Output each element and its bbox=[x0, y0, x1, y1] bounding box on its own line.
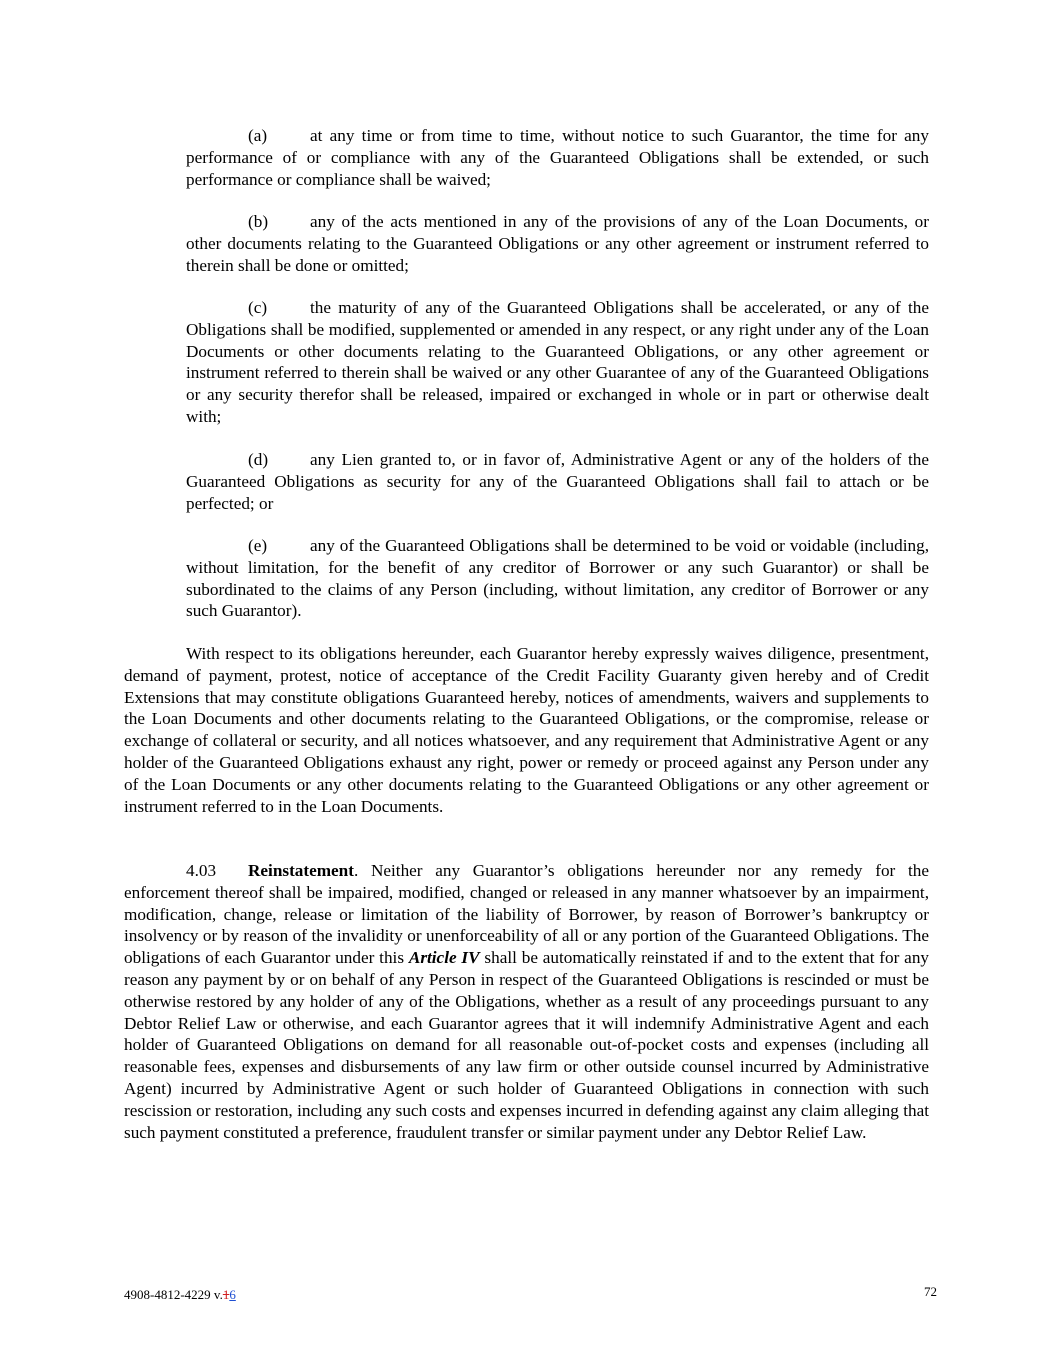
clause-text: any Lien granted to, or in favor of, Administrative Agent or any of the holders of the Guaranteed Obligations as security for any of the Guaranteed Obligations shall fail to attach or be perfected; or bbox=[186, 450, 929, 513]
clause-label: (a) bbox=[248, 126, 268, 145]
clause-c bbox=[186, 297, 929, 428]
clause-text: at any time or from time to time, without notice to such Guarantor, the time for any performance of or compliance with any of the Guaranteed Obligations shall be extended, or such performance or compliance shall be waived; bbox=[186, 126, 929, 189]
version-inserted: 6 bbox=[229, 1287, 236, 1302]
clause-label: (c) bbox=[248, 298, 268, 317]
clause-text: any of the Guaranteed Obligations shall be determined to be void or voidable (including, without limitation, for the benefit of any creditor of Borrower or any such Guarantor) or shall be subordinated to the claims of any Person (including, without limitation, any creditor of Borrower or any such Guarantor). bbox=[186, 536, 929, 621]
page-number: 72 bbox=[924, 1284, 937, 1299]
clause-e bbox=[186, 535, 929, 622]
clause-label: (d) bbox=[248, 450, 269, 469]
clause-b bbox=[186, 211, 929, 276]
section-text-after: shall be automatically reinstated if and to the extent that for any reason any payment by or on behalf of any Person in respect of the Guaranteed Obligations is rescinded or must be otherwise restored by any holder of any of the Obligations, whether as a result of any proceedings pursuant to any Debtor Relief Law or otherwise, and each Guarantor agrees that it will indemnify Administrative Agent and each holder of Guaranteed Obligations on demand for all reasonable out-of-pocket costs and expenses (including all reasonable fees, expenses and disbursements of any law firm or other outside counsel incurred by Administrative Agent) incurred by Administrative Agent or such holder of Guaranteed Obligations in connection with such rescission or restoration, including any such costs and expenses incurred in defending against any claim alleging that such payment constituted a preference, fraudulent transfer or similar payment under any Debtor Relief Law. bbox=[124, 948, 930, 1142]
section-heading: Reinstatement bbox=[248, 861, 354, 880]
document-id-footer bbox=[124, 1287, 236, 1303]
section-number: 4.03 bbox=[186, 861, 217, 880]
clause-d bbox=[186, 449, 929, 514]
section-text-before: . Neither any Guarantor’s obligations hereunder nor any remedy for the enforcement thereof shall be impaired, modified, changed or released in any manner whatsoever by an impairment, modification, change, release or limitation of the liability of Borrower, by reason of Borrower’s bankruptcy or insolvency or by reason of the invalidity or unenforceability of all or any portion of the Guaranteed Obligations. The obligations of each Guarantor under this bbox=[124, 861, 929, 968]
clause-text: the maturity of any of the Guaranteed Obligations shall be accelerated, or any of the Obligations shall be modified, supplemented or amended in any respect, or any right under any of the Loan Documents or other documents relating to the Guaranteed Obligations, or any other agreement or instrument referred to therein shall be waived or any other Guarantee of any of the Guaranteed Obligations or any security therefor shall be released, impaired or exchanged in whole or in part or otherwise dealt with; bbox=[186, 298, 929, 426]
article-reference: Article IV bbox=[408, 948, 480, 968]
clause-label: (e) bbox=[248, 536, 268, 555]
document-id: 4908-4812-4229 v. bbox=[124, 1287, 223, 1302]
clause-text: any of the acts mentioned in any of the provisions of any of the Loan Documents, or other documents relating to the Guaranteed Obligations or any other agreement or instrument referred to therein shall be done or omitted; bbox=[186, 212, 929, 275]
section-4-03 bbox=[124, 860, 929, 1143]
waiver-paragraph bbox=[124, 643, 929, 817]
version-deleted: 1 bbox=[222, 1287, 230, 1302]
clause-label: (b) bbox=[248, 212, 269, 231]
waiver-paragraph-text: With respect to its obligations hereunder, each Guarantor hereby expressly waives diligence, presentment, demand of payment, protest, notice of acceptance of the Credit Facility Guaranty given hereby and of Credit Extensions that may constitute obligations Guaranteed hereby, notices of amendments, waivers and supplements to the Loan Documents and other documents relating to the Guaranteed Obligations, or the compromise, release or exchange of collateral or security, and all notices whatsoever, and any requirement that Administrative Agent or any holder of the Guaranteed Obligations exhaust any right, power or remedy or proceed against any Person under any of the Loan Documents or any other documents relating to the Guaranteed Obligations or any other agreement or instrument referred to in the Loan Documents. bbox=[124, 644, 929, 816]
clause-a bbox=[186, 125, 929, 190]
